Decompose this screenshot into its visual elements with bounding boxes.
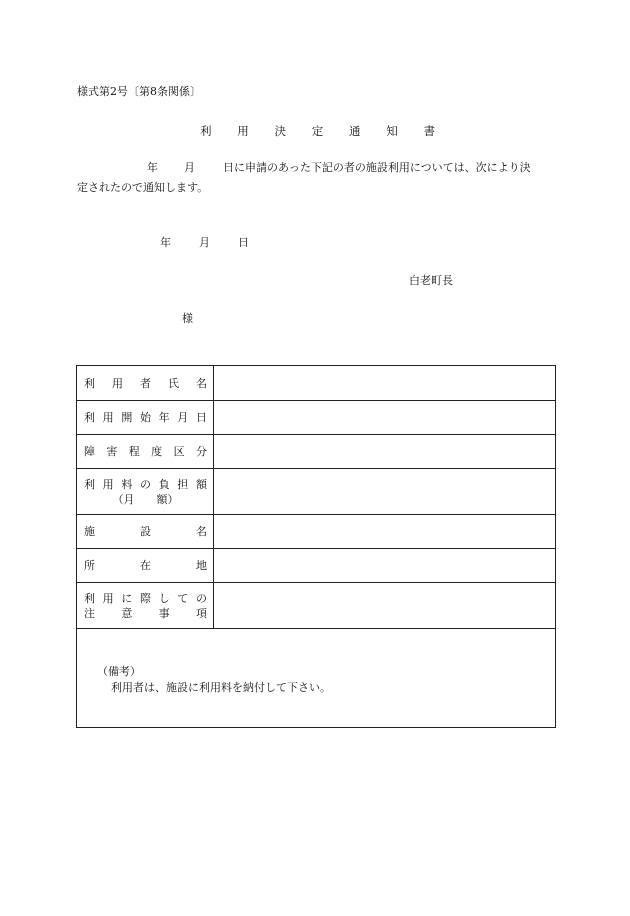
title-char: 知 <box>386 124 398 138</box>
document-title <box>200 124 435 138</box>
label-char: 者 <box>140 376 151 390</box>
label-char: 用 <box>102 411 114 424</box>
label-char: 月 <box>177 411 189 424</box>
title-char: 用 <box>237 124 249 138</box>
label-char: 始 <box>139 411 151 424</box>
label-char: 負 <box>158 477 170 491</box>
notice-date-year: 年 <box>160 236 171 249</box>
label-char: し <box>158 591 170 605</box>
remarks-heading: （備考） <box>97 665 141 678</box>
label-char: 用 <box>102 591 114 605</box>
label-char: 担 <box>177 477 189 491</box>
row-label <box>77 401 214 434</box>
table-row-facility-name <box>77 515 555 549</box>
addressee-suffix: 様 <box>182 312 193 325</box>
form-number: 様式第2号〔第8条関係〕 <box>77 85 201 98</box>
label-char: 項 <box>195 606 207 620</box>
label-char: 名 <box>196 525 207 538</box>
table-row-notes <box>77 583 555 629</box>
label-char: て <box>177 591 189 605</box>
label-char: の <box>195 591 207 605</box>
row-label <box>77 549 214 582</box>
label-sub-text: （月 <box>112 492 135 506</box>
row-value <box>214 401 555 434</box>
label-char: 年 <box>158 411 170 424</box>
label-char: の <box>139 477 151 491</box>
label-char: 注 <box>84 606 95 620</box>
info-table <box>76 365 556 728</box>
body-text-line-2: 定されたので通知します。 <box>77 181 209 194</box>
label-char: 度 <box>151 445 163 458</box>
label-char: 程 <box>128 445 140 458</box>
notice-date <box>160 236 249 250</box>
label-char: 事 <box>158 606 170 620</box>
label-char: 害 <box>106 445 118 458</box>
label-char: 料 <box>121 477 133 491</box>
row-value <box>214 469 555 514</box>
label-char: 利 <box>84 376 95 390</box>
title-char: 定 <box>311 124 324 138</box>
label-char: に <box>121 591 133 605</box>
label-char: 地 <box>196 559 207 572</box>
label-char: 利 <box>84 591 95 605</box>
title-char: 利 <box>200 124 212 138</box>
table-row-disability-level <box>77 435 555 469</box>
label-sub-text: 額） <box>156 492 179 506</box>
issuer-name: 白老町長 <box>409 274 453 287</box>
row-label <box>77 583 214 628</box>
label-char: 所 <box>84 559 95 572</box>
row-label <box>77 435 214 468</box>
row-label <box>77 366 214 400</box>
label-char: 氏 <box>168 376 179 390</box>
table-row-start-date <box>77 401 555 435</box>
title-char: 通 <box>349 124 361 138</box>
label-char: 意 <box>121 606 133 620</box>
label-char: 開 <box>121 411 133 424</box>
row-value <box>214 366 555 400</box>
label-char: 設 <box>140 525 151 538</box>
label-char: 利 <box>84 477 95 491</box>
title-char: 決 <box>274 124 286 138</box>
body-year: 年 <box>147 161 158 174</box>
label-char: 在 <box>140 559 151 572</box>
label-char: 施 <box>84 525 95 538</box>
title-char: 書 <box>423 124 435 138</box>
label-char: 用 <box>102 477 114 491</box>
row-value <box>214 583 555 628</box>
body-text-line-1 <box>77 161 552 175</box>
notice-date-day: 日 <box>238 236 249 249</box>
remarks-text: 利用者は、施設に利用料を納付して下さい。 <box>111 681 331 694</box>
row-value <box>214 435 555 468</box>
label-char: 利 <box>84 411 95 424</box>
label-char: 額 <box>195 477 207 491</box>
label-char: 区 <box>173 445 185 458</box>
notice-date-month: 月 <box>199 236 210 249</box>
table-row-user-name <box>77 366 555 401</box>
label-char: 用 <box>112 376 123 390</box>
label-char: 障 <box>84 445 95 458</box>
row-value <box>214 515 555 548</box>
table-row-fee-burden <box>77 469 555 515</box>
label-char: 際 <box>139 591 151 605</box>
label-char: 日 <box>195 411 207 424</box>
row-label <box>77 469 214 514</box>
table-row-location <box>77 549 555 583</box>
row-value <box>214 549 555 582</box>
row-label <box>77 515 214 548</box>
label-char: 分 <box>195 445 207 458</box>
body-month: 月 <box>184 161 195 174</box>
label-char: 名 <box>196 376 207 390</box>
body-line1-rest: 日に申請のあった下記の者の施設利用については、次により決 <box>223 161 531 174</box>
